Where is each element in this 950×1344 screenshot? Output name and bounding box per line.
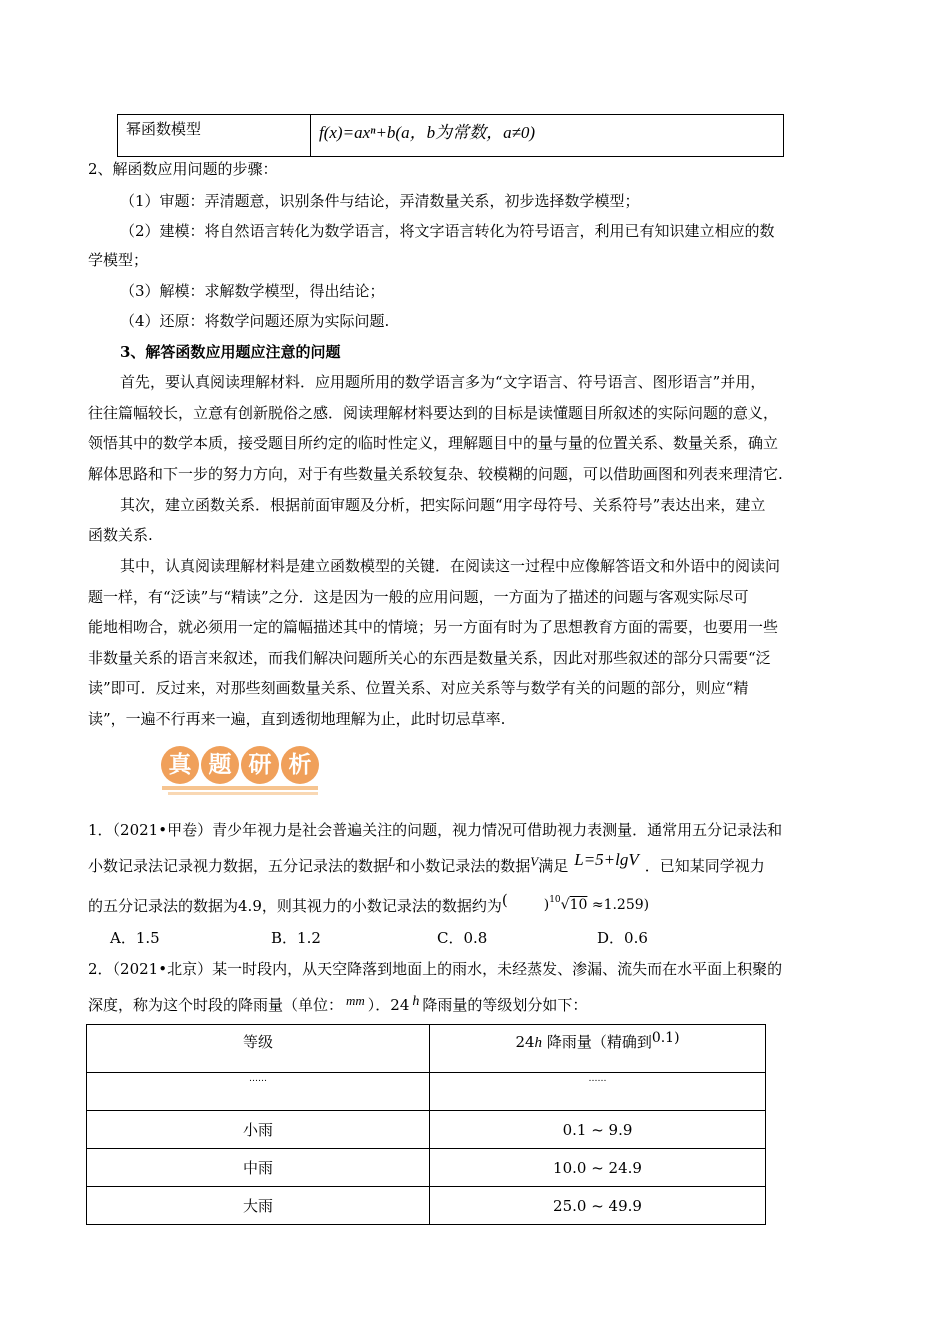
- q2-line1: 2．（2021•北京）某一时段内，从天空降落到地面上的雨水，未经蒸发、渗漏、流失而在水平面上积聚的: [88, 960, 783, 978]
- q1-option-d: D．0.6: [597, 929, 648, 947]
- model-name: 幂函数模型: [118, 115, 311, 157]
- notes-p3-line: 非数量关系的语言来叙述，而我们解决问题所关心的东西是数量关系，因此对那些叙述的部分只需要“泛: [88, 649, 771, 667]
- q1-text: 小数记录法记录视力数据，五分记录法的数据: [88, 857, 389, 875]
- answer-paren-open: (: [501, 891, 508, 909]
- header-unit-h: h: [534, 1035, 543, 1051]
- steps-heading: 2、解函数应用问题的步骤：: [88, 160, 278, 178]
- hint-radicand: 10: [569, 897, 588, 913]
- var-V: V: [530, 854, 539, 869]
- rainfall-table: [86, 1024, 766, 1225]
- var-L: L: [388, 854, 396, 869]
- notes-p2-line: 其次，建立函数关系．根据前面审题及分析，把实际问题“用字母符号、关系符号”表达出来，建立: [120, 496, 766, 514]
- notes-heading: 3、解答函数应用题应注意的问题: [120, 343, 341, 361]
- hint: $^{10}$√10 ≈1.259): [549, 895, 650, 913]
- q1-line2: [88, 850, 765, 875]
- notes-p3-line: 能地相吻合，就必须用一定的篇幅描述其中的情境；另一方面有时为了思想教育方面的需要，也要用一些: [88, 618, 779, 636]
- q1-option-b: B．1.2: [271, 929, 321, 947]
- level-cell: 大雨: [87, 1187, 430, 1225]
- header-rainfall: [430, 1025, 766, 1073]
- step-2-line1: （2）建模：将自然语言转化为数学语言，将文字语言转化为符号语言，利用已有知识建立相应的数: [120, 222, 775, 240]
- table-row: [87, 1111, 766, 1149]
- section-badge: [158, 744, 320, 798]
- header-text: 0.1): [651, 1030, 680, 1046]
- q1-option-c: C．0.8: [437, 929, 488, 947]
- table-row: [87, 1149, 766, 1187]
- notes-p1-line: 领悟其中的数学本质，接受题目所约定的临时性定义，理解题目中的量与量的位置关系、数量关系，确立: [88, 434, 779, 452]
- model-table: [117, 114, 784, 157]
- q1-line1: 1．（2021•甲卷）青少年视力是社会普遍关注的问题，视力情况可借助视力表测量．通常用五分记录法和: [88, 821, 783, 839]
- notes-p2-line: 函数关系.: [88, 526, 153, 544]
- badge-char: 研: [248, 752, 272, 778]
- table-row: [87, 1073, 766, 1111]
- q2-text: 降雨量的等级划分如下：: [422, 996, 588, 1014]
- q1-line3: [88, 891, 650, 917]
- q1-text: 的五分记录法的数据为4.9，则其视力的小数记录法的数据约为: [88, 897, 502, 915]
- q2-text: ）．24: [367, 996, 410, 1014]
- notes-p1-line: 解体思路和下一步的努力方向，对于有些数量关系较复杂、较模糊的问题，可以借助画图和列表来理清它.: [88, 465, 783, 483]
- notes-p3-line: 题一样，有“泛读”与“精读”之分．这是因为一般的应用问题，一方面为了描述的问题与客观实际尽可: [88, 588, 749, 606]
- model-formula: f(x)=axⁿ+b(a，b为常数，a≠0): [311, 115, 784, 157]
- hint-value: ≈1.259): [591, 897, 650, 913]
- q1-text: 和小数记录法的数据: [395, 857, 531, 875]
- badge-char: 真: [168, 752, 192, 778]
- q1-formula: L=5+lgV: [574, 850, 639, 869]
- unit-h: h: [412, 994, 420, 1009]
- notes-p3-line: 读”即可．反过来，对那些刻画数量关系、位置关系、对应关系等与数学有关的问题的部分，则应“精: [88, 679, 749, 697]
- level-cell: 小雨: [87, 1111, 430, 1149]
- badge-char: 题: [208, 752, 232, 778]
- step-3: （3）解模：求解数学模型，得出结论；: [120, 282, 385, 300]
- badge-char: 析: [288, 752, 312, 778]
- step-1: （1）审题：弄清题意，识别条件与结论，弄清数量关系，初步选择数学模型；: [120, 192, 640, 210]
- step-4: （4）还原：将数学问题还原为实际问题.: [120, 312, 390, 330]
- table-header-row: [87, 1025, 766, 1073]
- table-row: [87, 1187, 766, 1225]
- q2-line2: [88, 993, 588, 1015]
- range-cell: 0.1 ~ 9.9: [430, 1111, 766, 1149]
- header-text: 降雨量（精确到: [546, 1033, 652, 1051]
- hint-root-index: 10: [549, 895, 561, 905]
- header-text: 24: [515, 1033, 535, 1051]
- level-cell: 中雨: [87, 1149, 430, 1187]
- notes-p1-line: 往往篇幅较长，立意有创新脱俗之感．阅读理解材料要达到的目标是读懂题目所叙述的实际问题的意义，: [88, 404, 779, 422]
- unit-mm: mm: [346, 993, 365, 1008]
- answer-paren-close: ): [543, 897, 550, 913]
- notes-p3-line: 读”，一遍不行再来一遍，直到透彻地理解为止，此时切忌草率.: [88, 710, 506, 728]
- ellipsis: ……: [430, 1073, 766, 1111]
- q1-text: ．已知某同学视力: [644, 857, 765, 875]
- notes-p1-line: 首先，要认真阅读理解材料．应用题所用的数学语言多为“文字语言、符号语言、图形语言”并用，: [120, 373, 766, 391]
- step-2-line2: 学模型；: [88, 251, 149, 269]
- range-cell: 25.0 ~ 49.9: [430, 1187, 766, 1225]
- header-level: 等级: [87, 1025, 430, 1073]
- q1-option-a: A．1.5: [110, 929, 160, 947]
- q1-text: 满足: [538, 857, 569, 875]
- ellipsis: ……: [87, 1073, 430, 1111]
- range-cell: 10.0 ~ 24.9: [430, 1149, 766, 1187]
- notes-p3-line: 其中，认真阅读理解材料是建立函数模型的关键．在阅读这一过程中应像解答语文和外语中的阅读问: [120, 557, 781, 575]
- q2-text: 深度，称为这个时段的降雨量（单位：: [88, 996, 344, 1014]
